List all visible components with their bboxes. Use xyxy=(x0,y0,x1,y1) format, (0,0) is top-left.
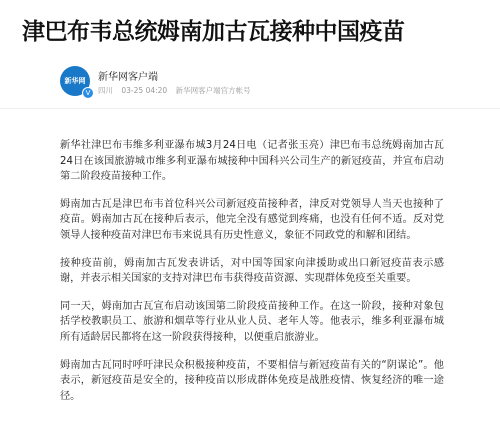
article-paragraph: 新华社津巴布韦维多利亚瀑布城3月24日电（记者张玉亮）津巴布韦总统姆南加古瓦24日在该国旅游城市维多利亚瀑布城接种中国科兴公司生产的新冠疫苗，并宣布启动第二阶段疫苗接种工作。 xyxy=(60,140,444,183)
article-paragraph: 接种疫苗前，姆南加古瓦发表讲话，对中国等国家向津援助或出口新冠疫苗表示感谢，并表示相关国家的支持对津巴布韦获得疫苗资源、实现群体免疫至关重要。 xyxy=(60,257,444,285)
article-paragraph: 同一天，姆南加古瓦宣布启动该国第二阶段疫苗接种工作。在这一阶段，接种对象包括学校教职员工、旅游和烟草等行业从业人员、老年人等。他表示，维多利亚瀑布城所有适龄居民都将在这一阶段获得接种，以便重启旅游业。 xyxy=(60,300,444,343)
source-account: 新华网客户端官方帐号 xyxy=(175,86,251,95)
source-info[interactable] xyxy=(60,66,500,100)
publish-time: 03-25 04:20 xyxy=(121,86,168,95)
divider xyxy=(0,108,500,109)
article-paragraph: 姆南加古瓦是津巴布韦首位科兴公司新冠疫苗接种者，津反对党领导人当天也接种了疫苗。姆南加古瓦在接种后表示，他完全没有感觉到疼痛，也没有任何不适。反对党领导人接种疫苗对津巴布韦来说具有历史性意义，象征不同政党的和解和团结。 xyxy=(60,198,444,241)
source-meta xyxy=(98,85,257,96)
xinhua-logo[interactable]: 新华网 xyxy=(60,66,90,96)
source-location: 四川 xyxy=(98,86,113,95)
article-body xyxy=(60,138,444,416)
article-paragraph: 姆南加古瓦同时呼吁津民众积极接种疫苗，不要相信与新冠疫苗有关的“阴谋论”。他表示，新冠疫苗是安全的，接种疫苗以形成群体免疫是战胜疫情、恢复经济的唯一途径。 xyxy=(60,359,444,402)
verified-badge-icon: V xyxy=(82,87,94,99)
source-name[interactable]: 新华网客户端 xyxy=(98,72,158,83)
article-title: 津巴布韦总统姆南加古瓦接种中国疫苗 xyxy=(22,19,405,45)
